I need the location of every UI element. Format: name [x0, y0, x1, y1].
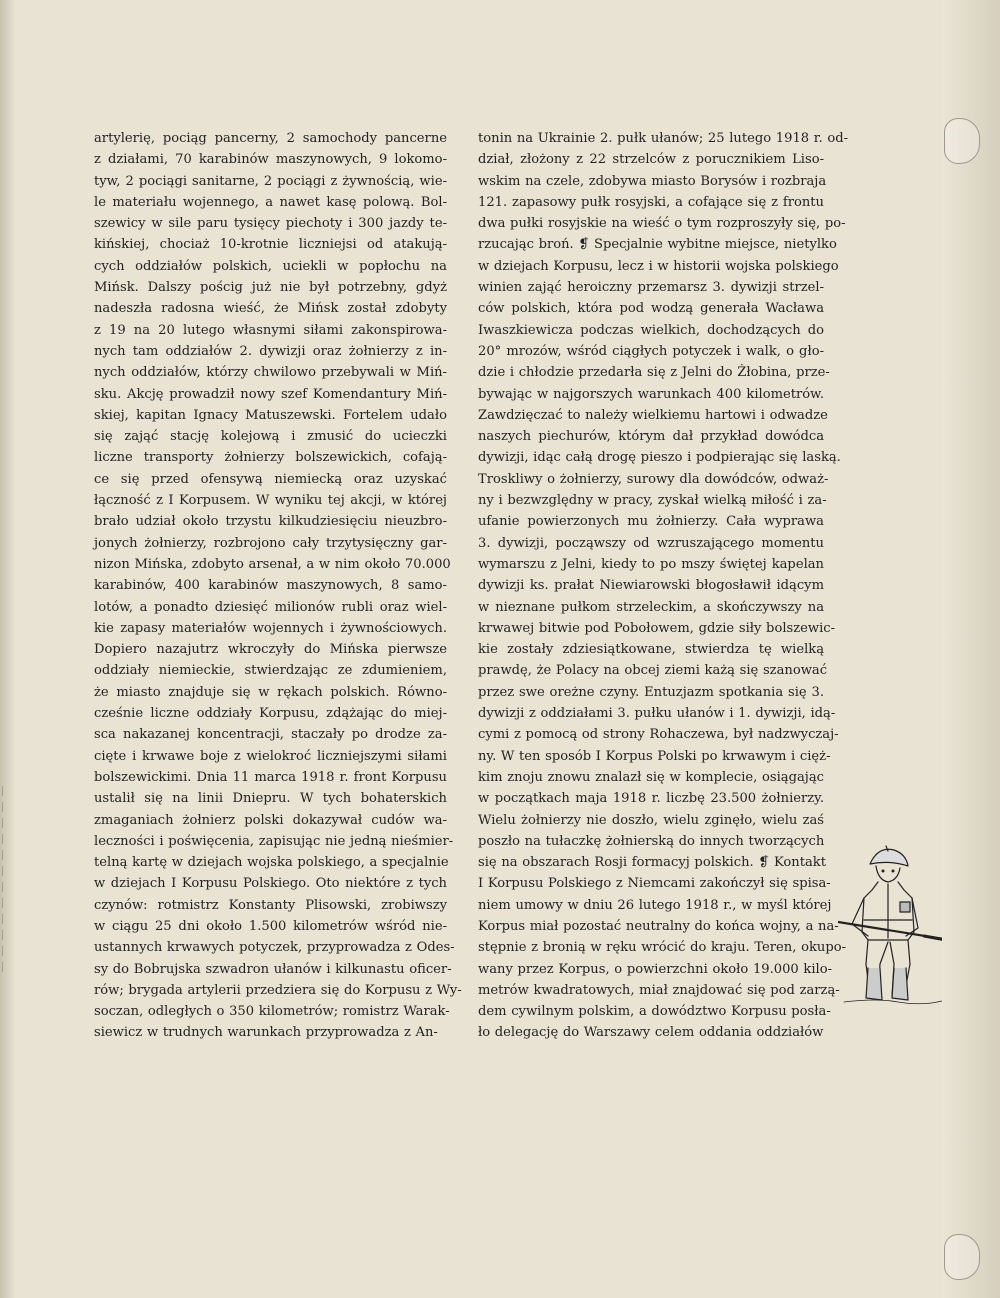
right-column-line: wymarszu z Jelni, kiedy to po mszy świętej kapelan [478, 556, 824, 572]
left-column-line: cięte i krwawe boje z wielokroć liczniejszymi siłami [94, 748, 447, 764]
right-column-line: wany przez Korpus, o powierzchni około 19.000 kilo- [478, 961, 833, 977]
left-column-line: karabinów, 400 karabinów maszynowych, 8 samo- [94, 578, 447, 594]
right-column-line: 20° mrozów, wśród ciągłych potyczek i walk, o gło- [478, 343, 824, 359]
right-column-line: dzie i chłodzie przedarła się z Jelni do Żłobina, prze- [478, 365, 830, 381]
binder-spine [942, 0, 1000, 1298]
left-column-line: zmaganiach żołnierz polski dokazywał cudów wa- [94, 812, 447, 828]
left-column-line: nizon Mińska, zdobyto arsenał, a w nim około 70.000 [94, 556, 451, 572]
right-column-line: tonin na Ukrainie 2. pułk ułanów; 25 lutego 1918 r. od- [478, 131, 849, 146]
left-column-line: siewicz w trudnych warunkach przyprowadza z An- [94, 1025, 438, 1041]
left-column-line: bolszewickimi. Dnia 11 marca 1918 r. front Korpusu [94, 769, 447, 785]
left-column-line: w ciągu 25 dni około 1.500 kilometrów wśród nie- [94, 918, 447, 934]
right-column-line: w nieznane pułkom strzeleckim, a skończywszy na [478, 599, 824, 615]
left-column-line: czynów: rotmistrz Konstanty Plisowski, zrobiwszy [94, 897, 447, 913]
left-column-line: sca nakazanej koncentracji, staczały po drodze za- [94, 727, 447, 743]
left-column-line: nych tam oddziałów 2. dywizji oraz żołnierzy z in- [94, 343, 447, 359]
right-column-line: dywizji z oddziałami 3. pułku ułanów i 1. dywizji, idą- [478, 706, 836, 722]
right-column-line: Troskliwy o żołnierzy, surowy dla dowódców, odważ- [478, 471, 829, 487]
right-column-line: Wielu żołnierzy nie doszło, wielu zginęło, wielu zaś [478, 812, 824, 828]
right-column-line: w dziejach Korpusu, lecz i w historii wojska polskiego [478, 258, 839, 274]
left-column-line: le materiału wojennego, a nawet kasę polową. Bol- [94, 194, 447, 210]
right-column-line: Zawdzięczać to należy wielkiemu hartowi i odwadze [478, 407, 828, 423]
right-column-line: metrów kwadratowych, miał znajdować się pod zarzą- [478, 982, 840, 998]
left-column-line: kińskiej, chociaż 10-krotnie liczniejsi od atakują- [94, 237, 447, 253]
right-column-line: dywizji ks. prałat Niewiarowski błogosławił idącym [478, 578, 824, 594]
right-column-line: winien zająć heroiczny przemarsz 3. dywizji strzel- [478, 280, 824, 296]
right-column-line: w początkach maja 1918 r. liczbę 23.500 żołnierzy. [478, 791, 824, 807]
right-column-line: Korpus miał pozostać neutralny do końca wojny, a na- [478, 918, 839, 934]
right-column-line: dem cywilnym polskim, a dowództwo Korpusu posła- [478, 1004, 831, 1020]
left-column-line: brało udział około trzystu kilkudziesięciu nieuzbro- [94, 514, 447, 530]
left-column-line: liczne transporty żołnierzy bolszewickich, cofają- [94, 450, 447, 466]
left-column-line: tyw, 2 pociągi sanitarne, 2 pociągi z żywnością, wie- [94, 173, 447, 189]
left-column-line: ustalił się na linii Dniepru. W tych bohaterskich [94, 791, 447, 807]
text-column-right [478, 128, 849, 1044]
right-column-line: ny i bezwzględny w pracy, zyskał wielką miłość i za- [478, 493, 827, 509]
left-column-line: sku. Akcję prowadził nowy szef Komendantury Miń- [94, 386, 447, 402]
left-column-line: skiej, kapitan Ignacy Matuszewski. Fortelem udało [94, 407, 447, 423]
binder-clip-top [944, 118, 980, 164]
right-column-line: dwa pułki rosyjskie na wieść o tym rozproszyły się, po- [478, 216, 846, 232]
right-column-line: stępnie z bronią w ręku wrócić do kraju. Teren, okupo- [478, 940, 847, 956]
right-column-line: rzucając broń. ❡ Specjalnie wybitne miejsce, nietylko [478, 237, 837, 253]
right-column-line: cymi z pomocą od strony Rohaczewa, był nadzwyczaj- [478, 727, 839, 743]
left-column-line: cych oddziałów polskich, uciekli w popłochu na [94, 258, 447, 274]
left-column-line: jonych żołnierzy, rozbrojono cały trzytysięczny gar- [94, 535, 447, 551]
right-column-line: bywając w najgorszych warunkach 400 kilometrów. [478, 386, 824, 402]
right-column-line: przez swe oreżne czyny. Entuzjazm spotkania się 3. [478, 684, 824, 700]
left-column-line: się zająć stację kolejową i zmusić do ucieczki [94, 429, 447, 445]
right-column-line: dział, złożony z 22 strzelców z porucznikiem Liso- [478, 152, 824, 168]
left-column-line: ce się przed ofensywą niemiecką oraz uzyskać [94, 471, 447, 487]
left-column-line: cześnie liczne oddziały Korpusu, zdążając do miej- [94, 706, 447, 722]
right-column-line: krwawej bitwie pod Pobołowem, gdzie siły bolszewic- [478, 620, 836, 636]
right-column-line: 121. zapasowy pułk rosyjski, a cofające się z frontu [478, 194, 824, 210]
left-column-line: łączność z I Korpusem. W wyniku tej akcji, w której [94, 493, 447, 509]
left-column-line: nadeszła radosna wieść, że Mińsk został zdobyty [94, 301, 447, 317]
right-column-line: naszych piechurów, którym dał przykład dowódca [478, 429, 824, 445]
left-column-line: że miasto znajduje się w rękach polskich. Równo- [94, 684, 447, 700]
left-column-line: soczan, odległych o 350 kilometrów; romistrz Warak- [94, 1004, 450, 1020]
left-column-line: w dziejach I Korpusu Polskiego. Oto niektóre z tych [94, 876, 447, 892]
left-column-line: lotów, a ponadto dziesięć milionów rubli oraz wiel- [94, 599, 447, 615]
right-column-line: 3. dywizji, począwszy od wzruszającego momentu [478, 535, 824, 551]
left-column-line: rów; brygada artylerii przedziera się do Korpusu z Wy- [94, 982, 462, 998]
left-column-line: szewicy w sile paru tysięcy piechoty i 300 jazdy te- [94, 216, 447, 232]
right-column-line: dywizji, idąc całą drogę pieszo i podpierając się laską. [478, 450, 841, 466]
left-column-line: ustannych krwawych potyczek, przyprowadza z Odes- [94, 940, 455, 956]
left-column-line: Dopiero nazajutrz wkroczyły do Mińska pierwsze [94, 642, 447, 658]
right-column-line: wskim na czele, zdobywa miasto Borysów i rozbraja [478, 173, 827, 189]
soldier-icon [838, 844, 950, 1006]
left-column-line: artylerię, pociąg pancerny, 2 samochody pancerne [94, 131, 447, 146]
right-column-line: prawdę, że Polacy na obcej ziemi każą się szanować [478, 663, 828, 679]
left-column-line: sy do Bobrujska szwadron ułanów i kilkunastu oficer- [94, 961, 452, 977]
right-column-line: kim znoju znowu znalazł się w komplecie, osiągając [478, 769, 824, 785]
left-column-line: oddziały niemieckie, stwierdzając ze zdumieniem, [94, 663, 447, 679]
left-column-line: kie zapasy materiałów wojennych i żywnościowych. [94, 620, 447, 636]
right-column-line: I Korpusu Polskiego z Niemcami zakończył się spisa- [478, 876, 831, 892]
left-column-line: Mińsk. Dalszy pościg już nie był potrzebny, gdyż [94, 280, 447, 296]
right-column-line: ców polskich, która pod wodzą generała Wacława [478, 301, 824, 317]
right-column-line: się na obszarach Rosji formacyj polskich. ❡ Kontakt [478, 855, 826, 871]
left-column-line: leczności i poświęcenia, zapisując nie jedną nieśmier- [94, 833, 454, 849]
left-column-line: z 19 na 20 lutego własnymi siłami zakonspirowa- [94, 322, 447, 338]
right-column-line: ło delegację do Warszawy celem oddania oddziałów [478, 1025, 824, 1041]
right-column-line: kie zostały zdziesiątkowane, stwierdza tę wielką [478, 642, 824, 658]
right-column-line: niem umowy w dniu 26 lutego 1918 r., w myśl której [478, 897, 832, 913]
left-column-line: nych oddziałów, którzy chwilowo przebywali w Miń- [94, 365, 447, 381]
right-column-line: poszło na tułaczkę żołnierską do innych tworzących [478, 833, 825, 849]
left-page-edge [0, 0, 16, 1298]
left-column-line: z działami, 70 karabinów maszynowych, 9 lokomo- [94, 152, 447, 168]
right-column-line: ny. W ten sposób I Korpus Polski po krwawym i cięż- [478, 748, 831, 764]
binder-clip-bottom [944, 1234, 980, 1280]
left-column-line: telną kartę w dziejach wojska polskiego, a specjalnie [94, 855, 449, 871]
left-margin-marks [0, 780, 24, 1040]
text-column-left [94, 128, 462, 1044]
right-column-line: ufanie powierzonych mu żołnierzy. Cała wyprawa [478, 514, 824, 530]
right-column-line: Iwaszkiewicza podczas wielkich, dochodzących do [478, 322, 824, 338]
